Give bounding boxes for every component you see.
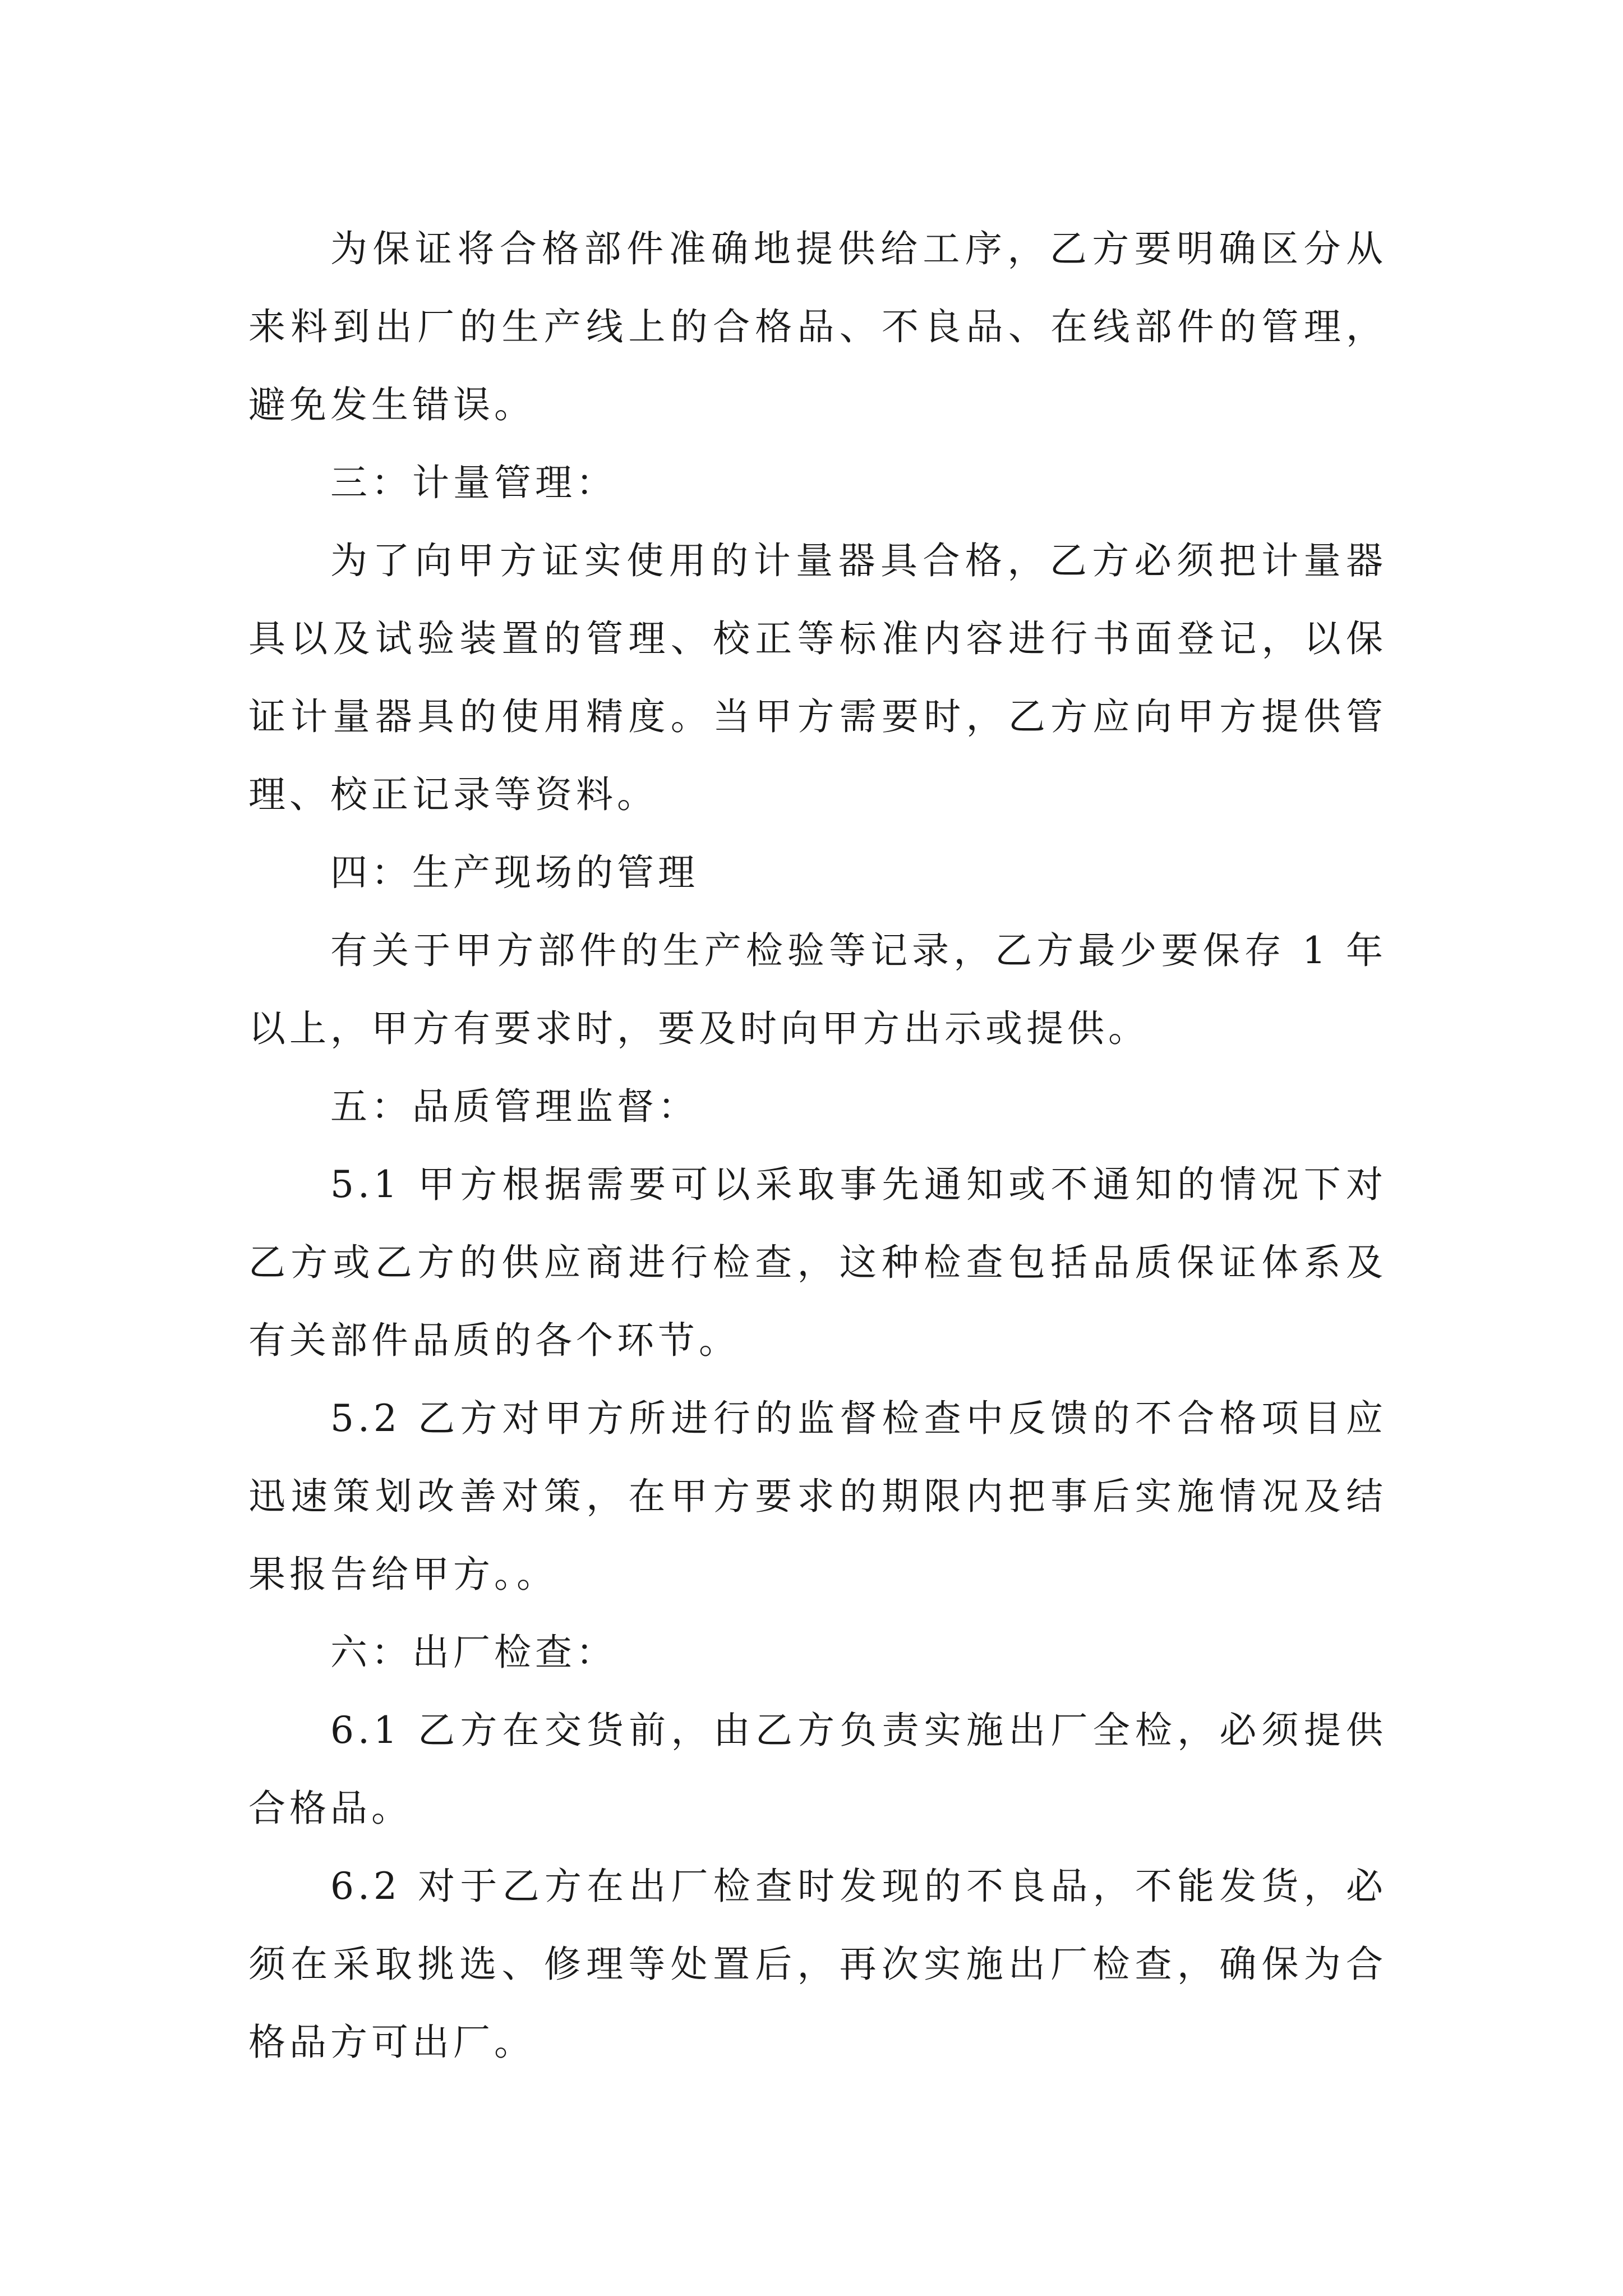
paragraph-clause-6-2: 6.2 对于乙方在出厂检查时发现的不良品，不能发货，必须在采取挑选、修理等处置后，再次实施出厂检查，确保为合格品方可出厂。 <box>248 1865 1387 2064</box>
paragraph-clause-5-1: 5.1 甲方根据需要可以采取事先通知或不通知的情况下对乙方或乙方的供应商进行检查，这种检查包括品质保证体系及有关部件品质的各个环节。 <box>248 1163 1387 1362</box>
paragraph-clause-5-2: 5.2 乙方对甲方所进行的监督检查中反馈的不合格项目应迅速策划改善对策，在甲方要求的期限内把事后实施情况及结果报告给甲方。。 <box>248 1397 1387 1596</box>
document-body <box>248 210 1387 2081</box>
section-heading-metrology: 三：计量管理： <box>330 461 617 504</box>
section-heading-outgoing-inspection: 六：出厂检查： <box>330 1631 617 1674</box>
paragraph-clause-6-1: 6.1 乙方在交货前，由乙方负责实施出厂全检，必须提供合格品。 <box>248 1709 1387 1830</box>
paragraph-metrology: 为了向甲方证实使用的计量器具合格，乙方必须把计量器具以及试验装置的管理、校正等标准内容进行书面登记，以保证计量器具的使用精度。当甲方需要时，乙方应向甲方提供管理、校正记录等资料。 <box>248 539 1387 816</box>
paragraph-production-records: 有关于甲方部件的生产检验等记录，乙方最少要保存 1 年以上，甲方有要求时，要及时向甲方出示或提供。 <box>248 929 1387 1050</box>
section-heading-production-site: 四：生产现场的管理 <box>330 851 699 894</box>
paragraph-qualified-parts: 为保证将合格部件准确地提供给工序，乙方要明确区分从来料到出厂的生产线上的合格品、不良品、在线部件的管理，避免发生错误。 <box>248 227 1387 426</box>
section-heading-quality-supervision: 五：品质管理监督： <box>330 1085 699 1128</box>
